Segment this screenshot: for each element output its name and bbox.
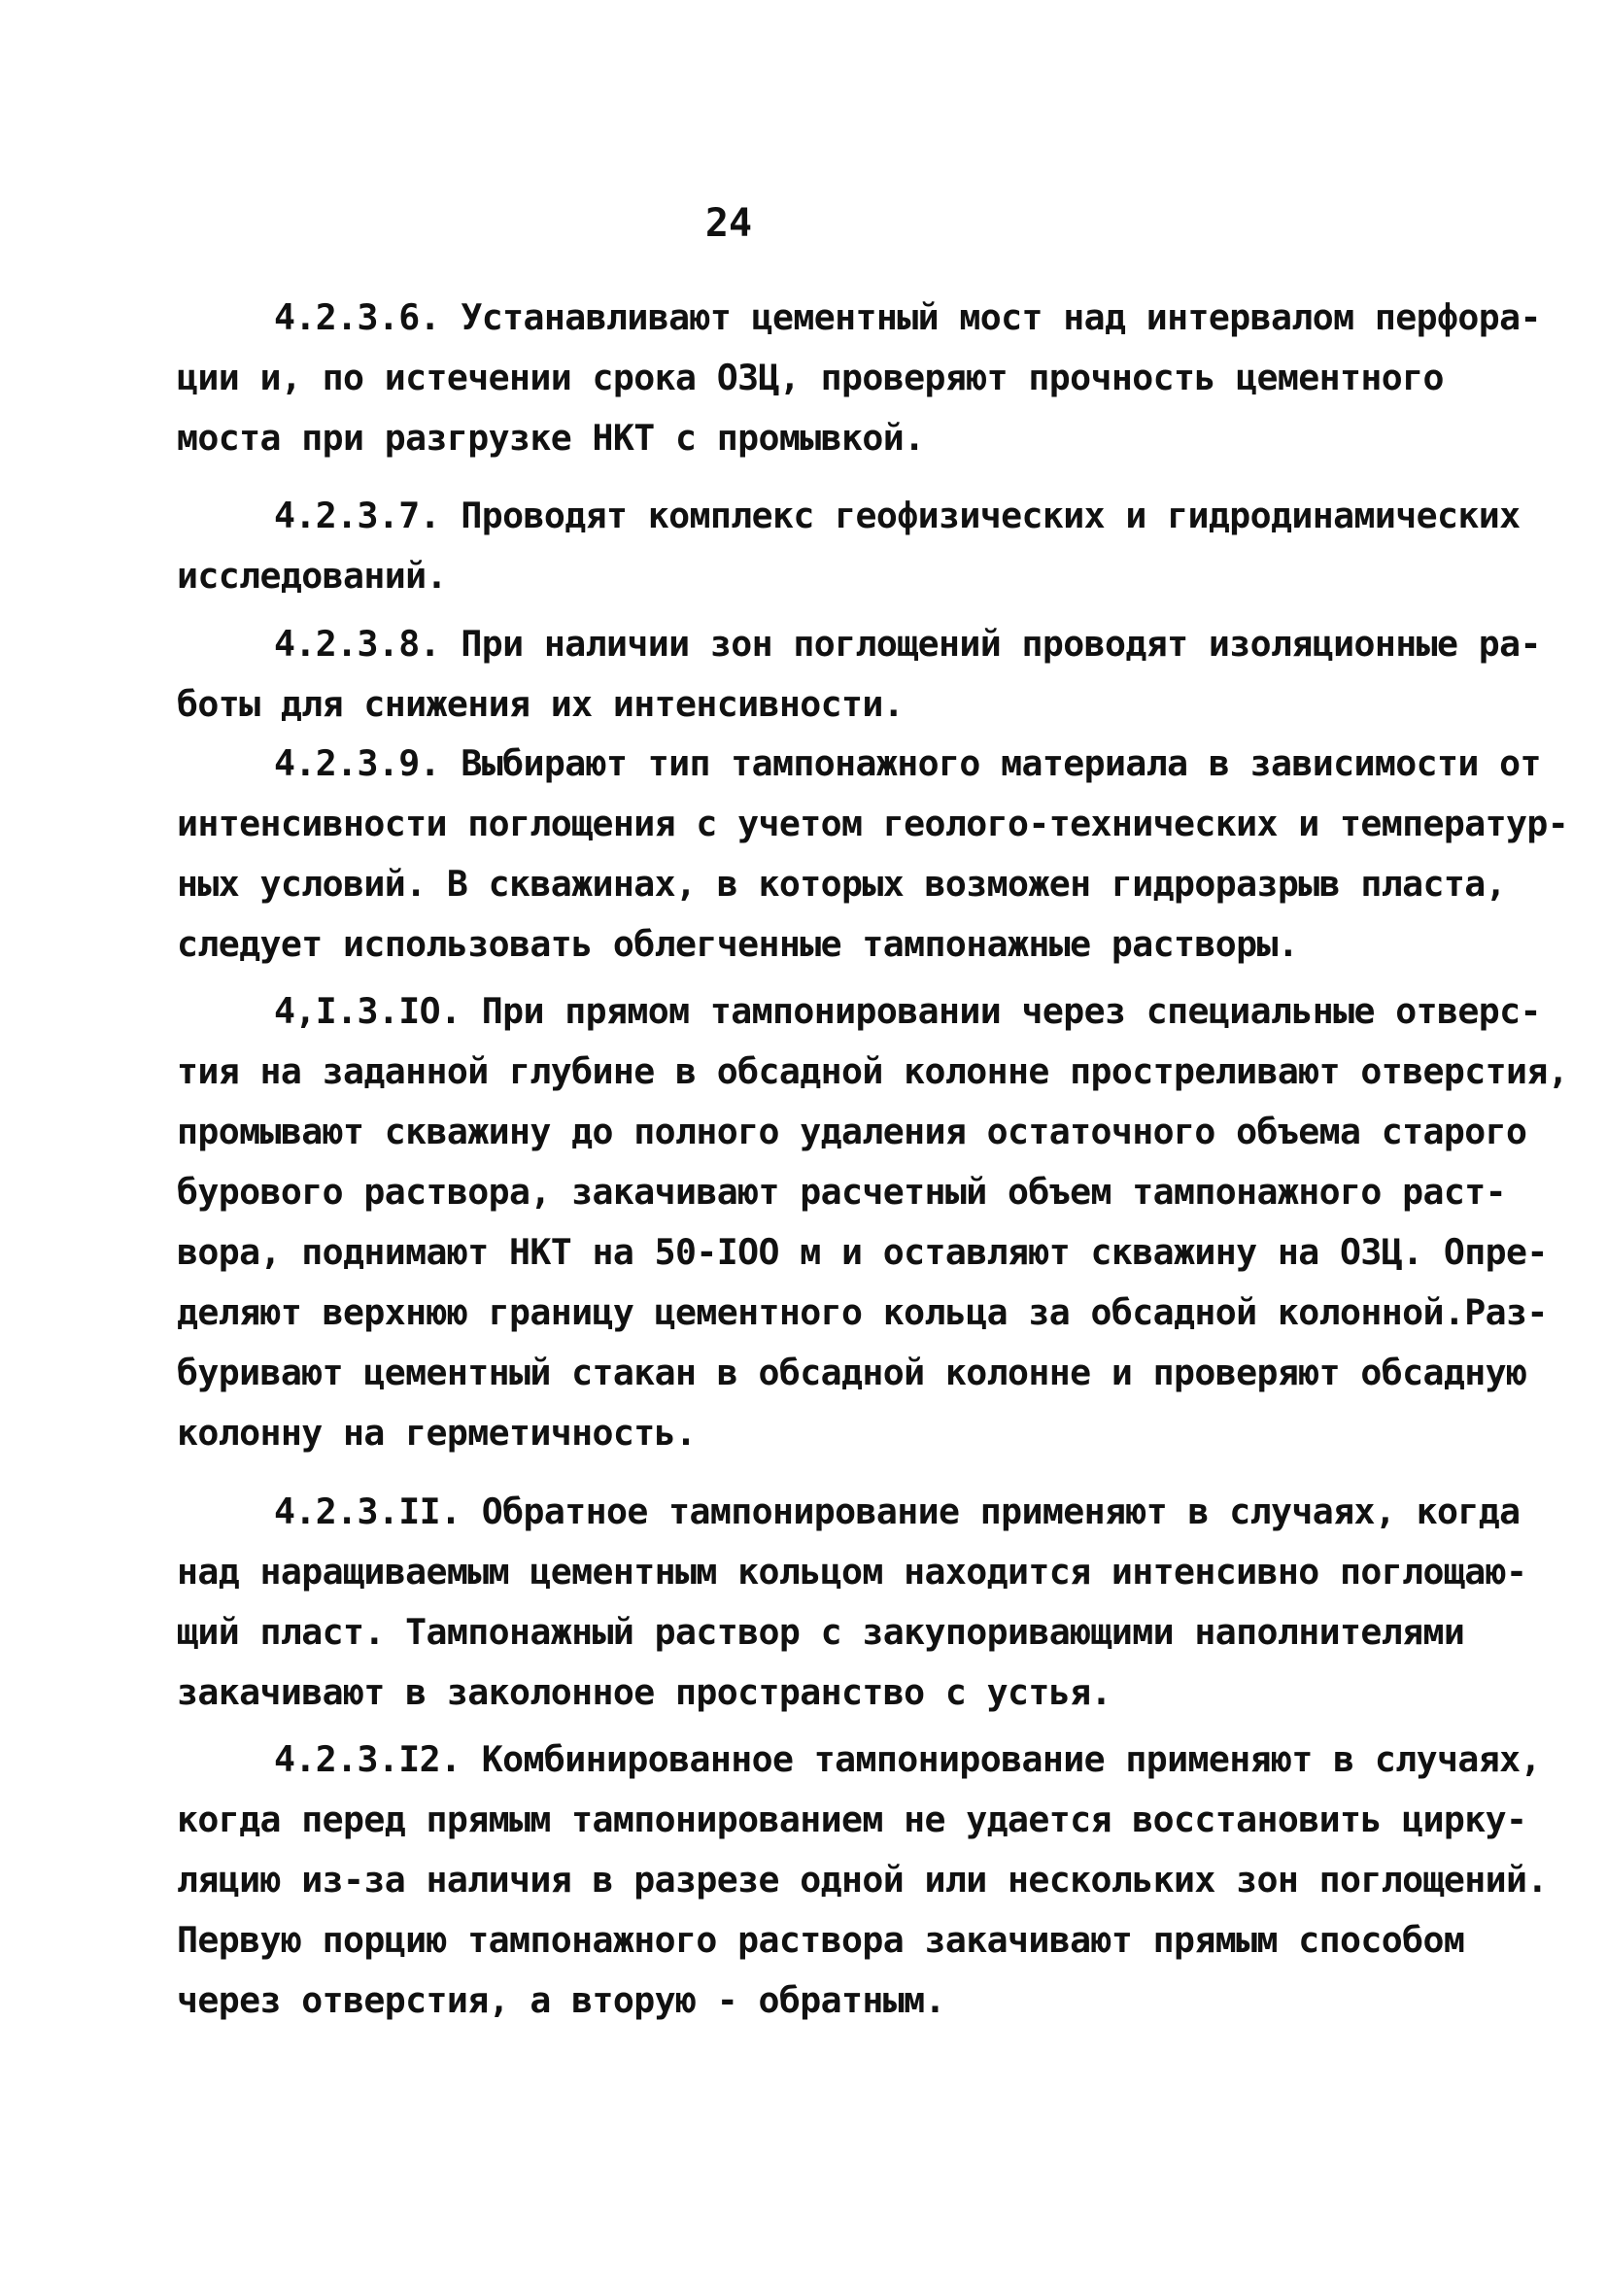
text-line: буривают цементный стакан в обсадной колонне и проверяют обсадную — [177, 1352, 1527, 1393]
paragraph-4-2-3-8 — [177, 614, 1541, 735]
text-line: ляцию из-за наличия в разрезе одной или нескольких зон поглощений. — [177, 1859, 1548, 1901]
text-line: вора, поднимают НКТ на 50-IOO м и оставляют скважину на ОЗЦ. Опре- — [177, 1231, 1548, 1273]
text-line: когда перед прямым тампонированием не удается восстановить цирку- — [177, 1799, 1527, 1840]
text-line: моста при разгрузке НКТ с промывкой. — [177, 417, 925, 459]
paragraph-4-2-3-9 — [177, 734, 1569, 975]
text-line: колонну на герметичность. — [177, 1412, 697, 1454]
text-line: промывают скважину до полного удаления остаточного объема старого — [177, 1111, 1527, 1152]
paragraph-4-2-3-12 — [177, 1730, 1548, 2031]
page-number: 24 — [704, 201, 753, 246]
text-line: закачивают в заколонное пространство с устья. — [177, 1671, 1111, 1713]
text-line: боты для снижения их интенсивности. — [177, 683, 905, 725]
text-line: ции и, по истечении срока ОЗЦ, проверяют прочность цементного — [177, 357, 1444, 398]
text-line: 4.2.3.7. Проводят комплекс геофизических и гидродинамических — [274, 495, 1521, 536]
text-line: исследований. — [177, 555, 447, 597]
text-line: 4.2.3.I2. Комбинированное тампонирование применяют в случаях, — [274, 1738, 1541, 1780]
paragraph-4-2-3-10 — [177, 981, 1569, 1463]
text-line: ных условий. В скважинах, в которых возможен гидроразрыв пласта, — [177, 863, 1506, 905]
text-line: 4.2.3.9. Выбирают тип тампонажного материала в зависимости от — [274, 742, 1541, 784]
text-line: бурового раствора, закачивают расчетный объем тампонажного раст- — [177, 1171, 1506, 1213]
text-line: через отверстия, а вторую - обратным. — [177, 1979, 945, 2021]
paragraph-4-2-3-11 — [177, 1482, 1527, 1723]
text-line: тия на заданной глубине в обсадной колонне простреливают отверстия, — [177, 1050, 1569, 1092]
text-line: 4.2.3.8. При наличии зон поглощений проводят изоляционные ра- — [274, 623, 1541, 665]
text-line: 4.2.3.II. Обратное тампонирование применяют в случаях, когда — [274, 1491, 1521, 1532]
text-line: 4.2.3.6. Устанавливают цементный мост над интервалом перфора- — [274, 296, 1541, 338]
paragraph-4-2-3-6 — [177, 288, 1541, 468]
text-line: следует использовать облегченные тампонажные растворы. — [177, 923, 1299, 965]
text-line: 4,I.3.IO. При прямом тампонировании через специальные отверс- — [274, 990, 1541, 1032]
text-line: Первую порцию тампонажного раствора закачивают прямым способом — [177, 1919, 1465, 1961]
text-line: деляют верхнюю границу цементного кольца за обсадной колонной.Раз- — [177, 1291, 1548, 1333]
text-line: над наращиваемым цементным кольцом находится интенсивно поглощаю- — [177, 1551, 1527, 1593]
text-line: щий пласт. Тампонажный раствор с закупоривающими наполнителями — [177, 1611, 1465, 1653]
text-line: интенсивности поглощения с учетом геолого-технических и температур- — [177, 803, 1569, 844]
paragraph-4-2-3-7 — [177, 486, 1521, 606]
